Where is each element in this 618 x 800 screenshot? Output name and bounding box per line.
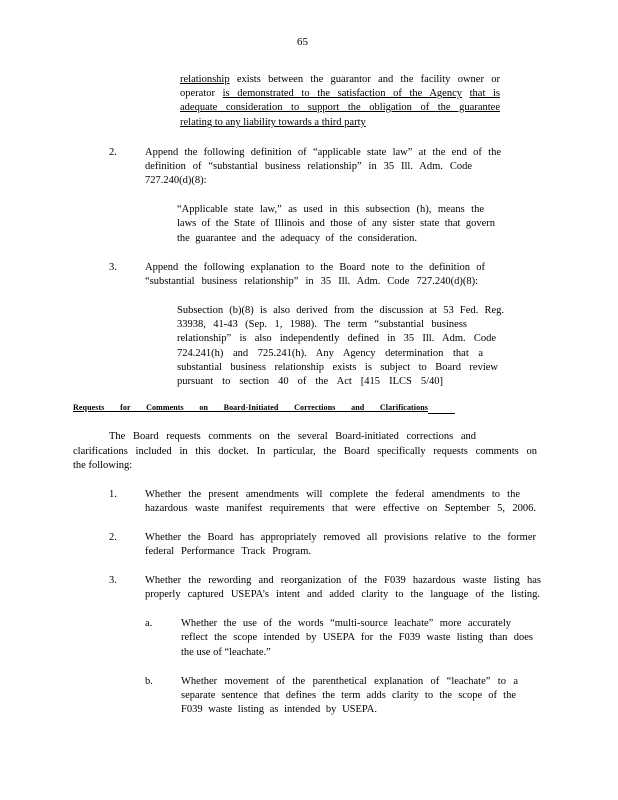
struck-operator-line: operator is demonstrated to the satisfaction of the Agency that is bbox=[180, 88, 500, 99]
struck-phrase: is demonstrated to the satisfaction of the Agency bbox=[222, 88, 462, 99]
request-3-number: 3. bbox=[109, 575, 117, 586]
inserted-line-3: adequate consideration to support the obligation of the guarantee bbox=[180, 102, 500, 113]
intro-line-1: The Board requests comments on the several Board-initiated corrections and bbox=[109, 431, 476, 442]
item-3-quote-line-4: 724.241(h) and 725.241(h). Any Agency determination that a bbox=[177, 348, 483, 359]
intro-line-3: the following: bbox=[73, 460, 133, 471]
item-2-number: 2. bbox=[109, 147, 117, 158]
item-3-quote-line-6: pursuant to section 40 of the Act [415 ILCS 5/40] bbox=[177, 376, 443, 387]
item-2-line-3: 727.240(d)(8): bbox=[145, 175, 207, 186]
request-2-line-2: federal Performance Track Program. bbox=[145, 546, 311, 557]
item-3-quote-line-1: Subsection (b)(8) is also derived from the discussion at 53 Fed. Reg. bbox=[177, 305, 504, 316]
request-1-line-2: hazardous waste manifest requirements that were effective on September 5, 2006. bbox=[145, 503, 536, 514]
item-3-quote-line-3: relationship” is also independently defined in 35 Ill. Adm. Code bbox=[177, 333, 496, 344]
item-2-line-2: definition of “substantial business relationship” in 35 Ill. Adm. Code bbox=[145, 161, 472, 172]
struck-relationship-line: relationship exists between the guarantor and the facility owner or bbox=[180, 74, 501, 85]
request-1-line-1: Whether the present amendments will complete the federal amendments to the bbox=[145, 489, 520, 500]
sub-request-a-line-3: the use of “leachate.” bbox=[181, 647, 271, 658]
request-1-number: 1. bbox=[109, 489, 117, 500]
item-2-quote-line-1: “Applicable state law,” as used in this subsection (h), means the bbox=[177, 204, 484, 215]
sub-request-a-letter: a. bbox=[145, 618, 153, 629]
request-3-line-2: properly captured USEPA’s intent and added clarity to the language of the listing. bbox=[145, 589, 540, 600]
request-2-number: 2. bbox=[109, 532, 117, 543]
sub-request-b-line-2: separate sentence that defines the term adds clarity to the scope of the bbox=[181, 690, 516, 701]
sub-request-a-line-1: Whether the use of the words “multi-source leachate” more accurately bbox=[181, 618, 511, 629]
item-2-line-1: Append the following definition of “applicable state law” at the end of the bbox=[145, 147, 501, 158]
item-3-number: 3. bbox=[109, 262, 117, 273]
item-2-quote-line-3: the guarantee and the adequacy of the consideration. bbox=[177, 233, 417, 244]
heading-rule bbox=[428, 413, 455, 414]
item-3-line-2: “substantial business relationship” in 35 Ill. Adm. Code 727.240(d)(8): bbox=[145, 276, 478, 287]
item-3-quote-line-2: 33938, 41-43 (Sep. 1, 1988). The term “substantial business bbox=[177, 319, 467, 330]
inserted-line-4: relating to any liability towards a third party bbox=[180, 117, 366, 128]
item-3-quote-line-5: substantial business relationship exists is subject to Board review bbox=[177, 362, 498, 373]
page-number: 65 bbox=[297, 36, 308, 48]
sub-request-b-line-1: Whether movement of the parenthetical explanation of “leachate” to a bbox=[181, 676, 518, 687]
request-3-line-1: Whether the rewording and reorganization of the F039 hazardous waste listing has bbox=[145, 575, 541, 586]
item-3-line-1: Append the following explanation to the Board note to the definition of bbox=[145, 262, 485, 273]
sub-request-b-line-3: F039 waste listing as intended by USEPA. bbox=[181, 704, 377, 715]
sub-request-a-line-2: reflect the scope intended by USEPA for the F039 waste listing than does bbox=[181, 632, 533, 643]
item-2-quote-line-2: laws of the State of Illinois and those of any sister state that govern bbox=[177, 218, 495, 229]
struck-word: relationship bbox=[180, 74, 230, 85]
sub-request-b-letter: b. bbox=[145, 676, 153, 687]
intro-line-2: clarifications included in this docket. In particular, the Board specifically requests comments on bbox=[73, 446, 537, 457]
section-heading: Requests for Comments on Board-Initiated Corrections and Clarifications bbox=[73, 403, 428, 412]
request-2-line-1: Whether the Board has appropriately removed all provisions relative to the former bbox=[145, 532, 536, 543]
